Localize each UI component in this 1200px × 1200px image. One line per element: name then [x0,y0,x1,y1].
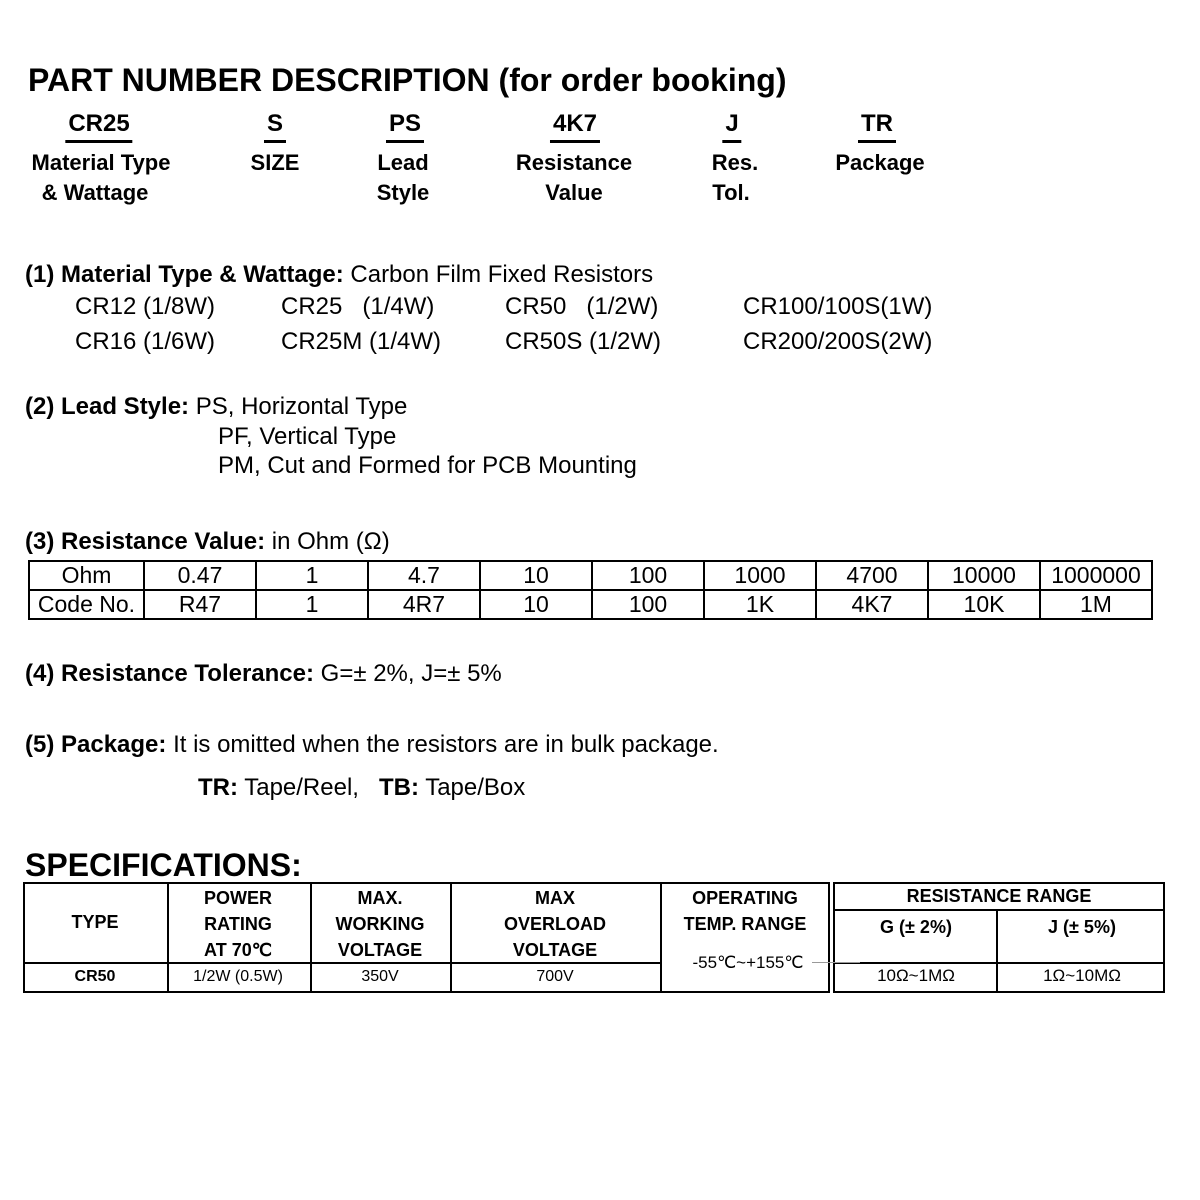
section4-heading-bold: (4) Resistance Tolerance: [25,660,314,687]
spec-header-working-1: MAX. [357,888,403,908]
page-title: PART NUMBER DESCRIPTION (for order booking) [28,62,787,98]
section1-heading-text: Carbon Film Fixed Resistors [343,261,654,288]
code-value: 10 [480,590,592,619]
spec-value-type: CR50 [74,968,116,985]
ohm-value: 4.7 [368,561,480,590]
spec-divider [450,884,452,991]
label-material-type: Material Type [31,150,171,175]
section1-heading-bold: (1) Material Type & Wattage: [25,261,344,288]
spec-value-working: 350V [361,968,399,985]
label-resistance: Resistance [515,150,633,175]
spec-value-temp: -55℃~+155℃ [692,953,804,972]
spec-header-temp-2: TEMP. RANGE [683,914,807,934]
ohm-value: 10 [480,561,592,590]
code-value: 1 [256,590,368,619]
material-cr50: CR50 (1/2W) [505,293,659,320]
spec-header-temp-1: OPERATING [692,888,798,908]
section3-heading [25,528,390,556]
material-cr16: CR16 (1/6W) [75,328,216,355]
part-code-lead: PS [386,110,424,143]
section3-heading-text: in Ohm (Ω) [265,528,390,555]
lead-style-pf: PF, Vertical Type [218,423,397,450]
section1-heading [25,261,653,289]
part-code-material: CR25 [65,110,132,143]
ohm-value: 0.47 [144,561,256,590]
spec-row-divider [25,962,660,964]
tolerance-values: G=± 2%, J=± 5% [314,660,502,687]
spec-header-power-1: POWER [203,888,273,908]
spec-divider [310,884,312,991]
lead-style-pm: PM, Cut and Formed for PCB Mounting [218,452,637,479]
code-value: 1M [1040,590,1152,619]
section3-heading-bold: (3) Resistance Value: [25,528,266,555]
ohm-header: Ohm [29,561,144,590]
code-value: 10K [928,590,1040,619]
label-value: Value [545,180,603,205]
label-size: SIZE [250,150,300,175]
code-value: 100 [592,590,704,619]
part-code-resistance: 4K7 [550,110,600,143]
spec-divider [660,884,662,991]
range-header-divider [835,909,1163,911]
spec-header-power-3: AT 70℃ [204,940,272,960]
spacer [359,774,379,801]
material-cr25m: CR25M (1/4W) [281,328,442,355]
material-cr25: CR25 (1/4W) [281,293,435,320]
spec-value-range-g: 10Ω~1MΩ [877,966,955,985]
section5-heading-bold: (5) Package: [25,731,167,758]
spec-value-range-j: 1Ω~10MΩ [1043,966,1121,985]
ohm-value: 10000 [928,561,1040,590]
label-lead: Lead [377,150,429,175]
label-package: Package [835,150,925,175]
tr-label: TR: [198,774,238,801]
part-code-size: S [264,110,286,143]
part-code-package: TR [858,110,896,143]
ohm-value: 1000000 [1040,561,1152,590]
section2-heading [25,393,407,421]
material-cr12: CR12 (1/8W) [75,293,216,320]
range-row-divider [835,962,1163,964]
part-code-tolerance: J [722,110,741,143]
spec-header-overload-1: MAX [535,888,575,908]
spec-header-type: TYPE [71,912,119,932]
tb-text: Tape/Box [418,774,526,801]
material-cr50s: CR50S (1/2W) [505,328,662,355]
resistance-value-table [28,560,1153,620]
spec-header-tol-j: J (± 5%) [1048,917,1116,937]
tb-label: TB: [378,774,419,801]
ohm-value: 100 [592,561,704,590]
package-note: It is omitted when the resistors are in bulk package. [166,731,719,758]
tr-text: Tape/Reel, [237,774,359,801]
spec-header-power-2: RATING [204,914,272,934]
spec-header-overload-2: OVERLOAD [503,914,607,934]
ohm-value: 1000 [704,561,816,590]
package-codes-line [198,774,525,802]
label-res-tol: Res. [711,150,759,175]
label-wattage: & Wattage [41,180,149,205]
section2-heading-bold: (2) Lead Style: [25,393,190,420]
code-value: 1K [704,590,816,619]
table-row-ohm [29,561,1152,590]
code-value: 4R7 [368,590,480,619]
section4-heading [25,660,502,688]
label-style: Style [376,180,430,205]
code-value: 4K7 [816,590,928,619]
code-header: Code No. [29,590,144,619]
range-col-divider [996,911,998,991]
spec-header-working-3: VOLTAGE [337,940,423,960]
material-cr100: CR100/100S(1W) [743,293,933,320]
code-value: R47 [144,590,256,619]
spec-header-overload-3: VOLTAGE [512,940,598,960]
spec-value-overload: 700V [536,968,574,985]
material-cr200: CR200/200S(2W) [743,328,933,355]
spec-divider [167,884,169,991]
lead-style-ps: PS, Horizontal Type [189,393,408,420]
spec-header-tol-g: G (± 2%) [880,917,952,937]
spec-header-working-2: WORKING [335,914,425,934]
spec-header-resistance-range: RESISTANCE RANGE [906,886,1092,906]
spec-value-power: 1/2W (0.5W) [193,968,283,985]
connector-line [812,962,860,963]
label-tol: Tol. [712,180,750,205]
ohm-value: 1 [256,561,368,590]
section5-heading [25,731,719,759]
table-row-code [29,590,1152,619]
ohm-value: 4700 [816,561,928,590]
specifications-heading: SPECIFICATIONS: [25,847,302,883]
